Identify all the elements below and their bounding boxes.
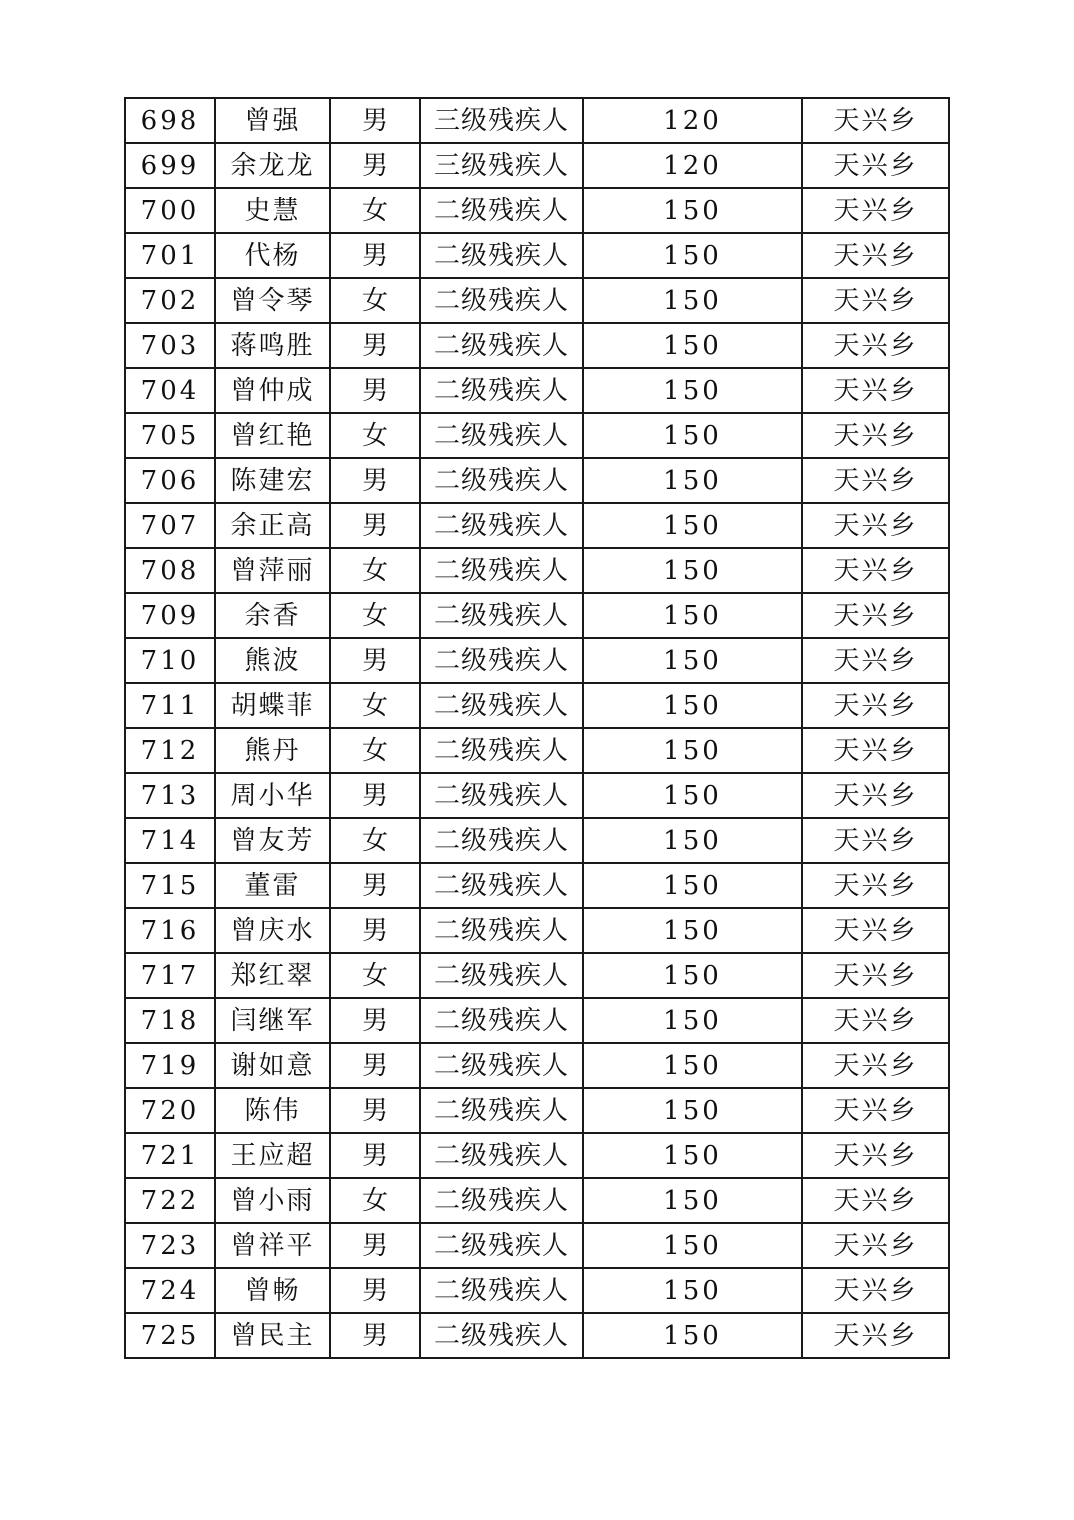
disability-level-cell: 二级残疾人 xyxy=(420,638,583,683)
disability-level-cell: 二级残疾人 xyxy=(420,908,583,953)
name-cell: 代杨 xyxy=(215,233,330,278)
disability-level-cell: 二级残疾人 xyxy=(420,1223,583,1268)
table-row xyxy=(125,1043,949,1088)
gender-cell: 男 xyxy=(330,1313,420,1358)
disability-level-cell: 二级残疾人 xyxy=(420,503,583,548)
township-cell: 天兴乡 xyxy=(802,323,949,368)
disability-level-cell: 二级残疾人 xyxy=(420,548,583,593)
table-row xyxy=(125,953,949,998)
name-cell: 曾庆水 xyxy=(215,908,330,953)
disability-level-cell: 二级残疾人 xyxy=(420,458,583,503)
table-row xyxy=(125,638,949,683)
township-cell: 天兴乡 xyxy=(802,908,949,953)
township-cell: 天兴乡 xyxy=(802,1313,949,1358)
row-number-cell: 725 xyxy=(125,1313,215,1358)
table-row xyxy=(125,143,949,188)
disability-level-cell: 二级残疾人 xyxy=(420,188,583,233)
table-row xyxy=(125,593,949,638)
name-cell: 曾仲成 xyxy=(215,368,330,413)
amount-cell: 150 xyxy=(583,548,802,593)
table-row xyxy=(125,323,949,368)
amount-cell: 150 xyxy=(583,1178,802,1223)
gender-cell: 女 xyxy=(330,278,420,323)
gender-cell: 男 xyxy=(330,458,420,503)
name-cell: 余正高 xyxy=(215,503,330,548)
amount-cell: 150 xyxy=(583,233,802,278)
table-row xyxy=(125,548,949,593)
table-row xyxy=(125,1313,949,1358)
name-cell: 胡蝶菲 xyxy=(215,683,330,728)
name-cell: 陈建宏 xyxy=(215,458,330,503)
gender-cell: 男 xyxy=(330,998,420,1043)
row-number-cell: 718 xyxy=(125,998,215,1043)
name-cell: 余龙龙 xyxy=(215,143,330,188)
township-cell: 天兴乡 xyxy=(802,728,949,773)
name-cell: 余香 xyxy=(215,593,330,638)
disability-level-cell: 二级残疾人 xyxy=(420,593,583,638)
amount-cell: 120 xyxy=(583,98,802,143)
gender-cell: 男 xyxy=(330,638,420,683)
amount-cell: 150 xyxy=(583,368,802,413)
row-number-cell: 711 xyxy=(125,683,215,728)
row-number-cell: 700 xyxy=(125,188,215,233)
name-cell: 陈伟 xyxy=(215,1088,330,1133)
row-number-cell: 708 xyxy=(125,548,215,593)
row-number-cell: 699 xyxy=(125,143,215,188)
name-cell: 曾萍丽 xyxy=(215,548,330,593)
amount-cell: 150 xyxy=(583,413,802,458)
gender-cell: 男 xyxy=(330,1133,420,1178)
township-cell: 天兴乡 xyxy=(802,548,949,593)
disability-level-cell: 二级残疾人 xyxy=(420,683,583,728)
amount-cell: 120 xyxy=(583,143,802,188)
disability-level-cell: 二级残疾人 xyxy=(420,1178,583,1223)
disability-level-cell: 二级残疾人 xyxy=(420,278,583,323)
township-cell: 天兴乡 xyxy=(802,1043,949,1088)
gender-cell: 男 xyxy=(330,1268,420,1313)
row-number-cell: 712 xyxy=(125,728,215,773)
disability-level-cell: 三级残疾人 xyxy=(420,143,583,188)
table-row xyxy=(125,863,949,908)
table-row xyxy=(125,188,949,233)
township-cell: 天兴乡 xyxy=(802,818,949,863)
gender-cell: 女 xyxy=(330,188,420,233)
name-cell: 蒋鸣胜 xyxy=(215,323,330,368)
disability-level-cell: 二级残疾人 xyxy=(420,1313,583,1358)
disability-level-cell: 二级残疾人 xyxy=(420,818,583,863)
disability-level-cell: 二级残疾人 xyxy=(420,1088,583,1133)
township-cell: 天兴乡 xyxy=(802,143,949,188)
township-cell: 天兴乡 xyxy=(802,413,949,458)
amount-cell: 150 xyxy=(583,953,802,998)
disability-level-cell: 二级残疾人 xyxy=(420,728,583,773)
township-cell: 天兴乡 xyxy=(802,953,949,998)
table-row xyxy=(125,413,949,458)
disability-level-cell: 二级残疾人 xyxy=(420,773,583,818)
township-cell: 天兴乡 xyxy=(802,1223,949,1268)
table-row xyxy=(125,368,949,413)
disability-level-cell: 二级残疾人 xyxy=(420,998,583,1043)
township-cell: 天兴乡 xyxy=(802,998,949,1043)
table-row xyxy=(125,233,949,278)
row-number-cell: 723 xyxy=(125,1223,215,1268)
township-cell: 天兴乡 xyxy=(802,233,949,278)
row-number-cell: 704 xyxy=(125,368,215,413)
table-row xyxy=(125,1268,949,1313)
row-number-cell: 720 xyxy=(125,1088,215,1133)
row-number-cell: 717 xyxy=(125,953,215,998)
name-cell: 曾小雨 xyxy=(215,1178,330,1223)
amount-cell: 150 xyxy=(583,818,802,863)
amount-cell: 150 xyxy=(583,683,802,728)
name-cell: 熊波 xyxy=(215,638,330,683)
amount-cell: 150 xyxy=(583,458,802,503)
gender-cell: 男 xyxy=(330,503,420,548)
table-row xyxy=(125,908,949,953)
table-row xyxy=(125,98,949,143)
gender-cell: 女 xyxy=(330,683,420,728)
township-cell: 天兴乡 xyxy=(802,278,949,323)
name-cell: 熊丹 xyxy=(215,728,330,773)
table-row xyxy=(125,1133,949,1178)
township-cell: 天兴乡 xyxy=(802,1088,949,1133)
row-number-cell: 722 xyxy=(125,1178,215,1223)
name-cell: 周小华 xyxy=(215,773,330,818)
row-number-cell: 721 xyxy=(125,1133,215,1178)
gender-cell: 女 xyxy=(330,593,420,638)
row-number-cell: 713 xyxy=(125,773,215,818)
gender-cell: 女 xyxy=(330,728,420,773)
row-number-cell: 715 xyxy=(125,863,215,908)
row-number-cell: 719 xyxy=(125,1043,215,1088)
disability-level-cell: 二级残疾人 xyxy=(420,323,583,368)
table-row xyxy=(125,503,949,548)
gender-cell: 女 xyxy=(330,1178,420,1223)
amount-cell: 150 xyxy=(583,278,802,323)
gender-cell: 男 xyxy=(330,908,420,953)
amount-cell: 150 xyxy=(583,638,802,683)
amount-cell: 150 xyxy=(583,1043,802,1088)
township-cell: 天兴乡 xyxy=(802,188,949,233)
table-row xyxy=(125,458,949,503)
table-row xyxy=(125,278,949,323)
disability-level-cell: 二级残疾人 xyxy=(420,413,583,458)
gender-cell: 男 xyxy=(330,773,420,818)
name-cell: 闫继军 xyxy=(215,998,330,1043)
disability-level-cell: 二级残疾人 xyxy=(420,368,583,413)
township-cell: 天兴乡 xyxy=(802,1178,949,1223)
table-row xyxy=(125,773,949,818)
amount-cell: 150 xyxy=(583,908,802,953)
amount-cell: 150 xyxy=(583,1133,802,1178)
amount-cell: 150 xyxy=(583,1088,802,1133)
name-cell: 曾友芳 xyxy=(215,818,330,863)
row-number-cell: 702 xyxy=(125,278,215,323)
table-row xyxy=(125,1088,949,1133)
name-cell: 曾畅 xyxy=(215,1268,330,1313)
row-number-cell: 705 xyxy=(125,413,215,458)
table-row xyxy=(125,1223,949,1268)
subsidy-roster-table xyxy=(124,97,950,1359)
gender-cell: 男 xyxy=(330,1223,420,1268)
name-cell: 曾民主 xyxy=(215,1313,330,1358)
row-number-cell: 710 xyxy=(125,638,215,683)
table-row xyxy=(125,728,949,773)
name-cell: 曾祥平 xyxy=(215,1223,330,1268)
row-number-cell: 709 xyxy=(125,593,215,638)
name-cell: 曾令琴 xyxy=(215,278,330,323)
amount-cell: 150 xyxy=(583,863,802,908)
name-cell: 史慧 xyxy=(215,188,330,233)
disability-level-cell: 二级残疾人 xyxy=(420,233,583,278)
township-cell: 天兴乡 xyxy=(802,368,949,413)
row-number-cell: 706 xyxy=(125,458,215,503)
amount-cell: 150 xyxy=(583,1313,802,1358)
amount-cell: 150 xyxy=(583,998,802,1043)
amount-cell: 150 xyxy=(583,728,802,773)
row-number-cell: 707 xyxy=(125,503,215,548)
gender-cell: 男 xyxy=(330,863,420,908)
name-cell: 曾强 xyxy=(215,98,330,143)
amount-cell: 150 xyxy=(583,323,802,368)
township-cell: 天兴乡 xyxy=(802,593,949,638)
disability-level-cell: 三级残疾人 xyxy=(420,98,583,143)
row-number-cell: 714 xyxy=(125,818,215,863)
gender-cell: 男 xyxy=(330,1043,420,1088)
township-cell: 天兴乡 xyxy=(802,98,949,143)
disability-level-cell: 二级残疾人 xyxy=(420,1043,583,1088)
gender-cell: 女 xyxy=(330,953,420,998)
gender-cell: 女 xyxy=(330,413,420,458)
amount-cell: 150 xyxy=(583,503,802,548)
table-row xyxy=(125,683,949,728)
table-row xyxy=(125,998,949,1043)
row-number-cell: 724 xyxy=(125,1268,215,1313)
amount-cell: 150 xyxy=(583,1223,802,1268)
table-row xyxy=(125,1178,949,1223)
name-cell: 曾红艳 xyxy=(215,413,330,458)
amount-cell: 150 xyxy=(583,773,802,818)
row-number-cell: 701 xyxy=(125,233,215,278)
disability-level-cell: 二级残疾人 xyxy=(420,1133,583,1178)
row-number-cell: 703 xyxy=(125,323,215,368)
table-row xyxy=(125,818,949,863)
gender-cell: 女 xyxy=(330,548,420,593)
name-cell: 董雷 xyxy=(215,863,330,908)
disability-level-cell: 二级残疾人 xyxy=(420,1268,583,1313)
township-cell: 天兴乡 xyxy=(802,503,949,548)
gender-cell: 男 xyxy=(330,233,420,278)
amount-cell: 150 xyxy=(583,593,802,638)
township-cell: 天兴乡 xyxy=(802,458,949,503)
disability-level-cell: 二级残疾人 xyxy=(420,863,583,908)
township-cell: 天兴乡 xyxy=(802,1133,949,1178)
township-cell: 天兴乡 xyxy=(802,638,949,683)
gender-cell: 男 xyxy=(330,368,420,413)
name-cell: 谢如意 xyxy=(215,1043,330,1088)
gender-cell: 男 xyxy=(330,98,420,143)
township-cell: 天兴乡 xyxy=(802,683,949,728)
name-cell: 郑红翠 xyxy=(215,953,330,998)
township-cell: 天兴乡 xyxy=(802,863,949,908)
row-number-cell: 716 xyxy=(125,908,215,953)
gender-cell: 男 xyxy=(330,143,420,188)
gender-cell: 女 xyxy=(330,818,420,863)
gender-cell: 男 xyxy=(330,323,420,368)
township-cell: 天兴乡 xyxy=(802,773,949,818)
amount-cell: 150 xyxy=(583,188,802,233)
disability-level-cell: 二级残疾人 xyxy=(420,953,583,998)
gender-cell: 男 xyxy=(330,1088,420,1133)
township-cell: 天兴乡 xyxy=(802,1268,949,1313)
amount-cell: 150 xyxy=(583,1268,802,1313)
name-cell: 王应超 xyxy=(215,1133,330,1178)
row-number-cell: 698 xyxy=(125,98,215,143)
roster-body xyxy=(125,98,949,1358)
